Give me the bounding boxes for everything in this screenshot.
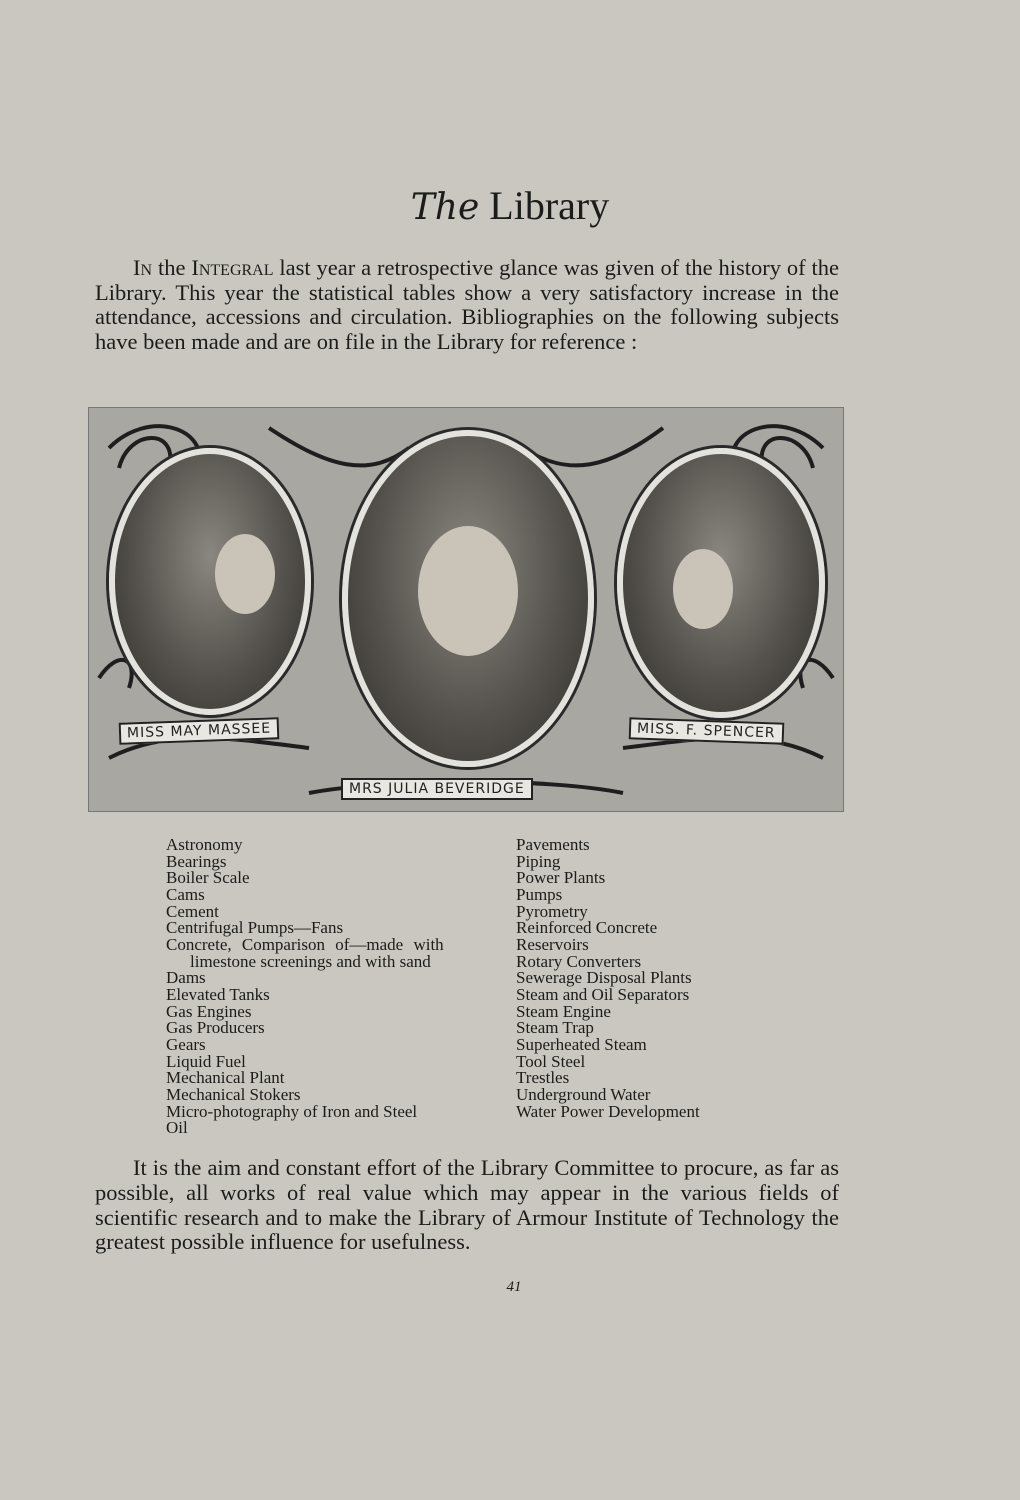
list-item: Steam and Oil Separators — [516, 984, 690, 1004]
list-item: Power Plants — [516, 868, 606, 888]
subjects-list-right — [516, 837, 700, 1120]
intro-word: the — [152, 255, 192, 280]
list-item: Centrifugal Pumps—Fans — [166, 918, 344, 938]
librarians-photo-plate — [88, 407, 844, 812]
list-item: Astronomy — [166, 835, 243, 854]
title-prefix: The — [410, 187, 480, 228]
list-item: Cams — [166, 884, 205, 904]
closing-paragraph: It is the aim and constant effort of the Library Committee to procure, as far as possible, all works of real value which may appear in the various fields of scientific research and to make the Library of Armour Institute of Technology the greatest possible influence for usefulness. — [95, 1155, 839, 1255]
list-item: Rotary Converters — [516, 951, 642, 971]
list-item: Trestles — [516, 1068, 570, 1088]
list-item: Steam Engine — [516, 1001, 611, 1021]
list-item: Piping — [516, 851, 561, 871]
intro-text: last year a retrospective glance was given of the history of the Library. This year the statistical tables show a very satisfactory increase in the attendance, accessions and circulation. Bibliographies on the following subjects have been made and are on file in the Library for reference : — [95, 255, 839, 354]
list-item: Mechanical Plant — [166, 1068, 285, 1088]
integral-name: Integral — [191, 255, 274, 280]
page-number: 41 — [506, 1279, 522, 1295]
list-item: Bearings — [166, 851, 227, 871]
list-item: Sewerage Disposal Plants — [516, 968, 692, 988]
caption-massee: MISS MAY MASSEE — [119, 717, 280, 745]
caption-spencer: MISS. F. SPENCER — [629, 717, 784, 744]
portrait-center — [342, 430, 594, 767]
list-item: Boiler Scale — [166, 868, 250, 888]
list-item: Gas Engines — [166, 1001, 252, 1021]
list-item: Elevated Tanks — [166, 984, 270, 1004]
list-item: Underground Water — [516, 1084, 651, 1104]
intro-paragraph — [95, 256, 839, 354]
portrait-left — [109, 448, 311, 715]
list-item: Gears — [166, 1034, 206, 1054]
intro-lead: In — [133, 255, 153, 280]
list-item: Pavements — [516, 835, 590, 854]
list-item: Mechanical Stokers — [166, 1084, 301, 1104]
portrait-right — [617, 448, 825, 718]
caption-beveridge: MRS JULIA BEVERIDGE — [341, 778, 533, 800]
title-main: Library — [489, 183, 610, 228]
list-item: Water Power Development — [516, 1101, 700, 1121]
list-item: Steam Trap — [516, 1018, 594, 1038]
list-item: Liquid Fuel — [166, 1051, 246, 1071]
subjects-list-left — [166, 837, 490, 1137]
list-item: Gas Producers — [166, 1018, 265, 1038]
list-item: Pyrometry — [516, 901, 588, 921]
list-item: Pumps — [516, 884, 563, 904]
list-item: Reinforced Concrete — [516, 918, 658, 938]
page-title — [0, 182, 1020, 229]
list-item: Reservoirs — [516, 934, 589, 954]
list-item: Tool Steel — [516, 1051, 586, 1071]
list-item: Dams — [166, 968, 206, 988]
list-item: Micro-photography of Iron and Steel — [166, 1101, 418, 1121]
list-item: Superheated Steam — [516, 1034, 647, 1054]
list-item-continuation: limestone screenings and with sand — [190, 951, 431, 971]
list-item: Cement — [166, 901, 219, 921]
list-item: Oil — [166, 1118, 188, 1138]
list-item: Concrete, Comparison of—made with — [166, 934, 444, 954]
